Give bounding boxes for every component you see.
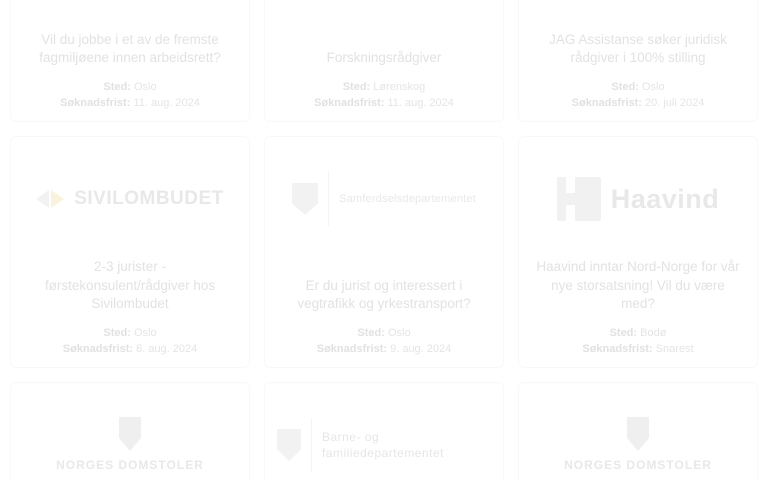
place-label: Sted:	[103, 81, 131, 93]
employer-logo	[23, 151, 237, 247]
place-value: Lørenskog	[373, 81, 426, 93]
sivilombudet-mark-icon	[36, 190, 64, 208]
norwegian-lion-crest-icon	[292, 183, 318, 215]
norwegian-lion-crest-icon	[277, 429, 301, 461]
job-place	[611, 81, 664, 93]
deadline-label: Søknadsfrist:	[60, 97, 131, 109]
job-card[interactable]	[264, 0, 504, 122]
job-card[interactable]	[264, 136, 504, 368]
deadline-label: Søknadsfrist:	[582, 343, 653, 355]
place-label: Sted:	[609, 327, 638, 339]
deadline-value: Snarest	[655, 343, 694, 355]
job-card[interactable]	[10, 136, 250, 368]
job-deadline	[572, 97, 705, 109]
job-deadline	[314, 97, 454, 109]
job-deadline	[63, 343, 198, 355]
place-label: Sted:	[342, 81, 371, 93]
employer-logo	[531, 397, 745, 480]
place-value: Bodø	[640, 327, 667, 339]
logo-divider	[311, 418, 312, 472]
employer-logo	[277, 151, 491, 247]
place-label: Sted:	[611, 81, 639, 93]
employer-logo-text: Samferdselsdepartementet	[339, 193, 476, 205]
job-card[interactable]	[518, 136, 758, 368]
place-label: Sted:	[103, 327, 131, 339]
job-place	[610, 327, 667, 339]
job-deadline	[582, 343, 693, 355]
job-place	[343, 81, 426, 93]
job-place	[103, 327, 156, 339]
job-title[interactable]: Vil du jobbe i et av de fremste fagmiljøene innen arbeidsrett?	[39, 31, 221, 65]
job-card-grid	[10, 0, 758, 480]
haavind-mark-icon	[557, 177, 601, 221]
job-title[interactable]: Forskningsrådgiver	[326, 49, 442, 65]
deadline-label: Søknadsfrist:	[316, 343, 388, 355]
job-card[interactable]	[264, 382, 504, 480]
job-place	[103, 81, 156, 93]
employer-logo-text: NORGES DOMSTOLER	[564, 457, 712, 472]
employer-logo	[531, 151, 745, 247]
job-card[interactable]	[10, 382, 250, 480]
job-card[interactable]	[518, 0, 758, 122]
job-deadline	[317, 343, 452, 355]
place-value: Oslo	[387, 327, 411, 339]
deadline-label: Søknadsfrist:	[314, 97, 385, 109]
job-card[interactable]	[518, 382, 758, 480]
place-label: Sted:	[357, 327, 385, 339]
deadline-value: 9. aug. 2024	[390, 343, 452, 355]
deadline-value: 11. aug. 2024	[133, 97, 200, 109]
employer-logo	[277, 397, 491, 480]
job-card[interactable]	[10, 0, 250, 122]
job-title[interactable]: 2-3 jurister - førstekonsulent/rådgiver hos Sivilombudet	[44, 259, 216, 311]
logo-divider	[328, 172, 329, 226]
employer-logo-text: Haavind	[610, 183, 720, 214]
deadline-value: 6. aug. 2024	[136, 343, 198, 355]
job-title[interactable]: Er du jurist og interessert i vegtrafikk og yrkestransport?	[297, 277, 471, 311]
place-value: Oslo	[133, 81, 157, 93]
norwegian-lion-crest-icon	[119, 417, 141, 451]
job-title[interactable]: Haavind inntar Nord-Norge for vår nye storsatsning! Vil du være med?	[536, 259, 740, 311]
place-value: Oslo	[641, 81, 665, 93]
employer-logo-text: NORGES DOMSTOLER	[56, 457, 204, 472]
norwegian-lion-crest-icon	[627, 417, 649, 451]
job-title[interactable]: JAG Assistanse søker juridisk rådgiver i 100% stilling	[549, 31, 727, 65]
employer-logo-text: Barne- og familiedepartementet	[321, 429, 444, 460]
job-deadline	[60, 97, 200, 109]
employer-logo	[23, 397, 237, 480]
place-value: Oslo	[133, 327, 157, 339]
deadline-value: 11. aug. 2024	[387, 97, 454, 109]
deadline-label: Søknadsfrist:	[571, 97, 642, 109]
employer-logo-text: SIVILOMBUDET	[74, 188, 224, 209]
deadline-label: Søknadsfrist:	[62, 343, 134, 355]
deadline-value: 20. juli 2024	[645, 97, 705, 109]
job-place	[357, 327, 410, 339]
